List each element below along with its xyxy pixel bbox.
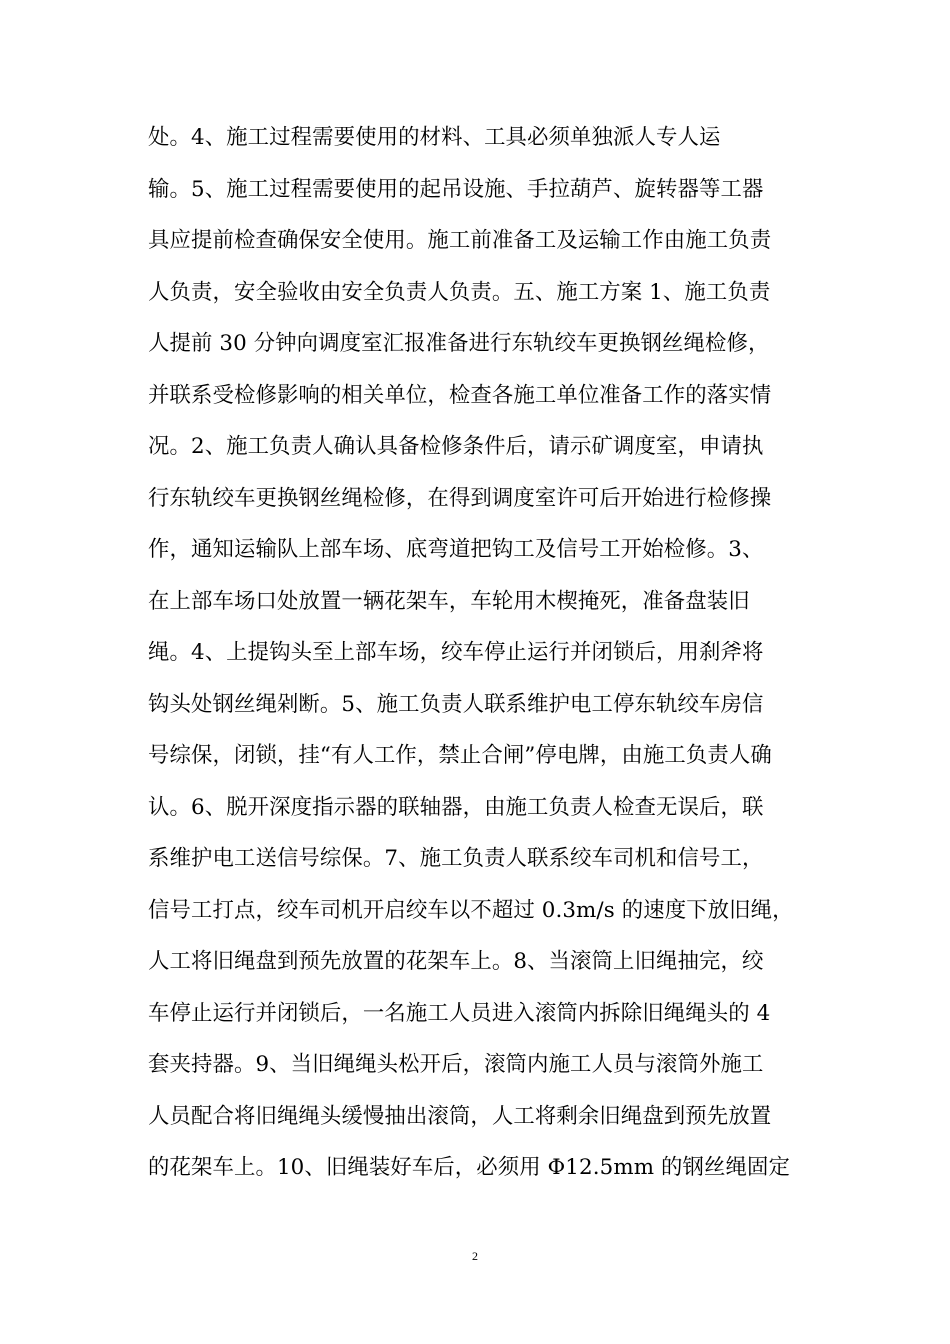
page-number: 2	[472, 1249, 478, 1263]
text-line: 的花架车上。10、旧绳装好车后，必须用 Φ12.5mm 的钢丝绳固定	[148, 1155, 790, 1180]
text-line: 处。4、施工过程需要使用的材料、工具必须单独派人专人运	[148, 125, 721, 150]
text-line: 作，通知运输队上部车场、底弯道把钩工及信号工开始检修。3、	[148, 537, 764, 562]
text-line: 人提前 30 分钟向调度室汇报准备进行东轨绞车更换钢丝绳检修，	[148, 331, 770, 356]
text-line: 况。2、施工负责人确认具备检修条件后，请示矿调度室，申请执	[148, 434, 764, 459]
text-line: 并联系受检修影响的相关单位，检查各施工单位准备工作的落实情	[148, 382, 772, 408]
text-line: 绳。4、上提钩头至上部车场，绞车停止运行并闭锁后，用刹斧将	[148, 640, 764, 665]
text-line: 信号工打点，绞车司机开启绞车以不超过 0.3m/s 的速度下放旧绳，	[148, 897, 794, 923]
text-line: 车停止运行并闭锁后，一名施工人员进入滚筒内拆除旧绳绳头的 4	[148, 1000, 771, 1026]
text-line: 人员配合将旧绳绳头缓慢抽出滚筒，人工将剩余旧绳盘到预先放置	[148, 1103, 772, 1129]
body-text	[148, 114, 808, 1196]
text-line: 认。6、脱开深度指示器的联轴器，由施工负责人检查无误后，联	[148, 794, 764, 820]
text-line: 在上部车场口处放置一辆花架车，车轮用木楔掩死，准备盘装旧	[148, 588, 750, 614]
text-line: 具应提前检查确保安全使用。施工前准备工及运输工作由施工负责	[148, 228, 772, 253]
text-line: 人负责，安全验收由安全负责人负责。五、施工方案 1、施工负责	[148, 279, 771, 305]
text-line: 输。5、施工过程需要使用的起吊设施、手拉葫芦、旋转器等工器	[148, 176, 764, 202]
text-line: 套夹持器。9、当旧绳绳头松开后，滚筒内施工人员与滚筒外施工	[148, 1052, 764, 1077]
text-line: 行东轨绞车更换钢丝绳检修，在得到调度室许可后开始进行检修操	[148, 485, 772, 511]
text-line: 系维护电工送信号综保。7、施工负责人联系绞车司机和信号工，	[148, 846, 764, 871]
text-line: 人工将旧绳盘到预先放置的花架车上。8、当滚筒上旧绳抽完，绞	[148, 949, 764, 974]
text-line: 钩头处钢丝绳剁断。5、施工负责人联系维护电工停东轨绞车房信	[148, 691, 764, 717]
text-line: 号综保，闭锁，挂“有人工作，禁止合闸”停电牌，由施工负责人确	[148, 743, 772, 768]
